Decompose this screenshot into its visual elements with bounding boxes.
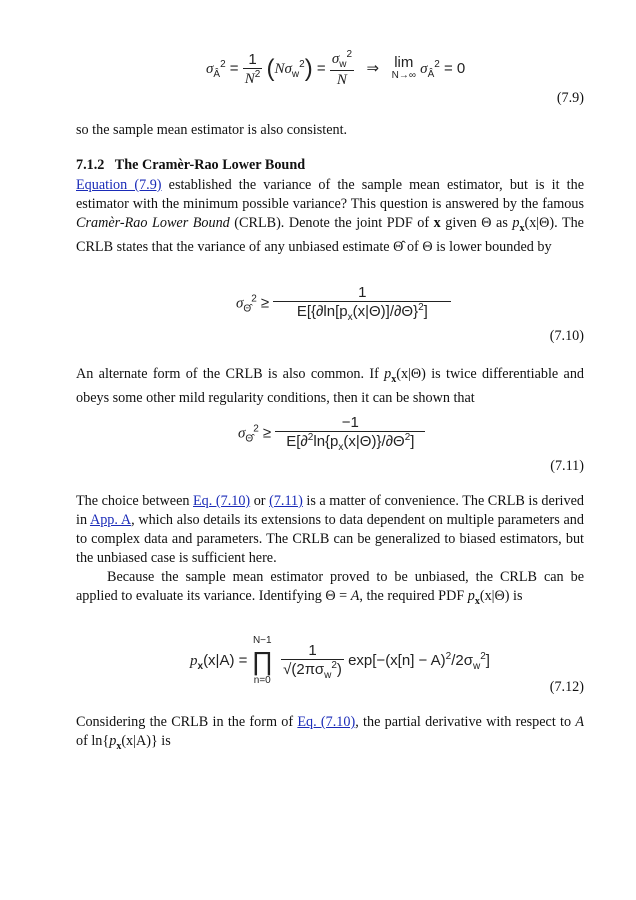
pdf-symbol: p [512,215,520,231]
paragraph-consistent: so the sample mean estimator is also consistent. [76,122,348,138]
equation-7-9-link[interactable]: Equation (7.9) [76,177,162,193]
eq-sub: Â [427,68,435,80]
pdf-arg: (x|Θ) [479,588,510,604]
text: The choice between [76,493,194,509]
text: of Θ is lower bounded by [403,238,552,255]
pdf-symbol: p [109,733,117,749]
equation-7-12: $p_x(x|A)$ = N−1 ∏ n=0 $\frac{1}{√(2\pi\sigma_w^2)}$ $\exp[-(x[n] - A)^2/2\sigma_w^2]$ [190,635,490,686]
text: , the partial derivative with respect to [355,714,576,730]
fraction [281,642,344,681]
paragraph-crlb-intro: Equation (7.9) established the variance of the sample mean estimator, but is it the estimator with the minimum possible variance? This question is answered by the famous Cramèr-Rao Lower Bound (CRLB). Denote the joint PDF of x given Θ as $p_x(x|\Theta)$. The CRLB states that the variance of any unbiased estimate Θ̂ of Θ is lower bounded by [76,177,585,255]
pdf-symbol: p [467,588,475,604]
eq-sub: Θ̂ [243,303,252,315]
equation-7-10-link[interactable]: Eq. (7.10) [193,493,251,509]
text: (CRLB). Denote the joint PDF of [229,215,434,231]
text: established the variance of the sample mean estimator, but is it the estimator with the minimum possible variance? This question is answered by the famous [76,177,585,212]
ge-sign: ≥ [262,424,272,442]
numerator: $\sigma_w^2$ [331,49,353,70]
text: , which also details its extensions to data dependent on multiple parameters and to complex data and parameters. The CRLB can be generalized to biased estimators, but the unbiased case is sufficient here. [76,512,584,566]
text: given Θ as [440,215,513,231]
eq-symbol: σ [206,60,214,77]
denominator: N [330,70,354,89]
limit-under: N→∞ [391,70,416,81]
eq-text: (x|A) = [203,651,248,669]
text: is [509,588,523,604]
eq-sub: Â [213,68,221,80]
bold-x: x [433,215,441,231]
eq-symbol: σ [238,425,246,442]
eq-sub: w [291,68,300,80]
exponential: exp[−(x[n] − A) [348,651,446,669]
eq-sup: 2 [251,293,257,305]
eq-sup: 2 [253,423,259,435]
section-heading [76,157,305,174]
limit-op: lim [394,54,414,71]
equation-7-10 [236,284,451,323]
appendix-a-link[interactable]: App. A [89,512,132,528]
pdf-symbol: p [384,366,392,382]
eq-text: ] [485,651,490,669]
eq-symbol: σ [420,60,428,77]
numerator: 1 [248,50,257,68]
eq-sub: Θ̂ [245,433,254,445]
pdf-arg: (x|A) [121,733,151,749]
text: , the required PDF [359,588,468,604]
equation-7-11-link[interactable]: (7.11) [269,493,303,509]
paragraph-sample-mean: Because the sample mean estimator proved to be unbiased, the CRLB can be applied to evaluate its variance. Identifying Θ = A, the required PDF $p_x(x|\Theta)$ is [76,569,584,607]
text: is a matter of convenience. The CRLB is derived in [76,493,584,528]
ge-sign: ≥ [260,294,270,312]
numerator: 1 [308,641,317,659]
fraction [243,51,263,88]
text: of ln{ [76,733,110,749]
equation-7-9: $\sigma_Â^2$ = $\frac{1}{N^2}$ $(N\sigma_w^2)$ = $\frac{\sigma_w^2}{N}$ ⇒ lim N→∞ $\sigma_Â^2 = 0$ [206,49,466,88]
paragraph-alternate-form: An alternate form of the CRLB is also common. If $p_x(x|\Theta)$ is twice differentiable and obeys some other mild regularity conditions, then it can be shown that [76,366,585,406]
denominator: $E[\partial^2\ln\{p_x(x|\Theta)\}/\partial\Theta^2]$ [275,431,425,453]
equation-number: (7.9) [556,90,584,106]
eq-sup: 2 [220,58,226,70]
equation-7-11 [238,414,425,453]
denominator: $N^2$ [244,68,261,87]
eq-sup: 2 [445,650,452,662]
equation-number: (7.11) [550,458,584,474]
implies-arrow: ⇒ [366,59,380,77]
paragraph-partial-derivative: Considering the CRLB in the form of Eq. (7.10), the partial derivative with respect to A of $\ln\{p_x(x|A)\}$ is [76,714,584,752]
numerator: 1 [358,284,367,301]
paren: ) [304,55,313,82]
text: is twice differentiable and obeys some other mild regularity conditions, then it can be shown that [76,366,585,406]
pdf-arg: (x|Θ) [396,366,426,382]
eq-sup: 2 [480,650,486,662]
section-title: The Cramèr-Rao Lower Bound [114,157,306,173]
pdf-arg: (x|Θ) [524,215,555,231]
eq-sup: 2 [434,58,440,70]
equation-7-10-link[interactable]: Eq. (7.10) [297,714,356,730]
paragraph-choice [76,492,584,568]
equation-number: (7.12) [549,679,584,695]
section-number: 7.1.2 [76,157,105,173]
eq-symbol: Nσ [274,60,292,77]
symbol-A: A [350,588,360,604]
text: Considering the CRLB in the form of [76,714,298,730]
denominator: $E[\{\partial\ln[p_x(x|\Theta)]/\partial\Theta\}^2]$ [273,301,451,323]
eq-text: /2σ [451,651,473,669]
limit [392,56,416,82]
symbol-A: A [575,714,584,730]
eq-sup: 2 [299,58,305,70]
text: } is [150,733,171,749]
crlb-term: Cramèr-Rao Lower Bound [76,215,230,231]
eq-symbol: p [190,652,198,669]
eq-sub: w [472,660,481,672]
text: An alternate form of the CRLB is also common. If [76,366,385,382]
theta-hat: Θ̂ [393,238,404,255]
text: . The CRLB states that the variance of any unbiased estimate [76,215,584,255]
paren: ( [266,55,275,82]
product-operator: N−1 ∏ n=0 [251,635,273,686]
eq-symbol: σ [236,295,244,312]
equation-number: (7.10) [549,328,584,344]
numerator: −1 [341,414,359,431]
denominator: $√(2\pi\sigma_w^2)$ [283,659,342,681]
fraction [273,284,451,323]
text: Because the sample mean estimator proved to be unbiased, the CRLB can be applied to evaluate its variance. Identifying Θ = [76,569,584,604]
fraction [275,414,425,453]
fraction [330,49,354,89]
text: or [250,493,270,509]
eq-value: = 0 [443,59,466,77]
